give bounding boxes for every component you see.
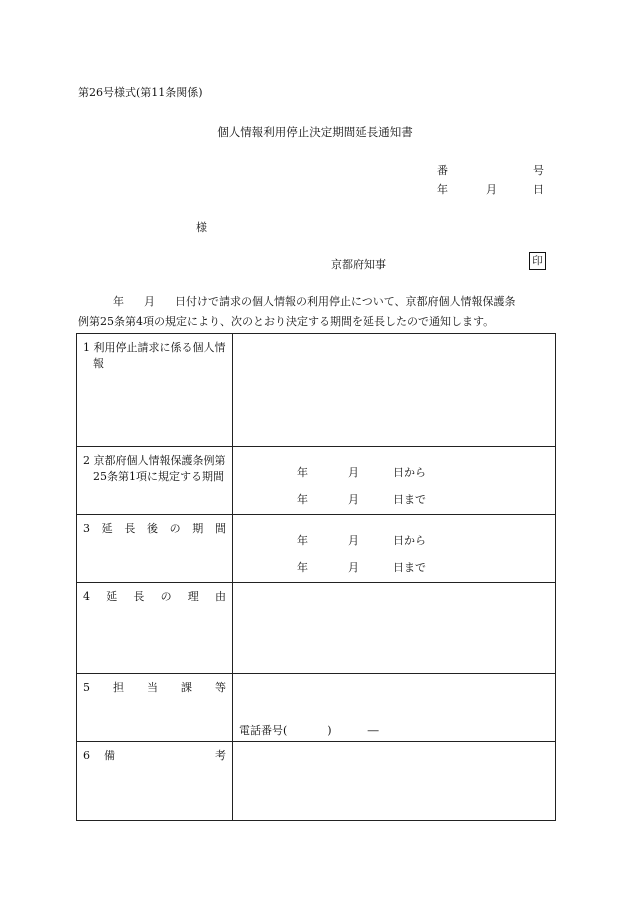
row6-char: 考 <box>215 749 226 762</box>
seal-mark: 印 <box>529 252 546 270</box>
row2-from-year: 年 <box>297 466 308 479</box>
row4-char: の <box>160 590 172 603</box>
row4-label <box>83 589 226 605</box>
document-number-label: 番 <box>437 164 448 177</box>
row2-from-month: 月 <box>348 466 359 479</box>
row4-label-cell <box>77 583 233 674</box>
table-row <box>77 674 556 742</box>
row3-char: 長 <box>124 522 136 535</box>
row6-label-cell <box>77 742 233 821</box>
row3-char: 間 <box>214 522 226 535</box>
row6-value-cell[interactable] <box>233 742 556 821</box>
issuer-name: 京都府知事 <box>331 258 386 271</box>
row5-label <box>83 680 226 696</box>
row3-value-cell[interactable] <box>233 515 556 583</box>
row3-from-day: 日から <box>393 534 426 547</box>
row2-to-month: 月 <box>348 493 359 506</box>
row4-char: 理 <box>187 590 199 603</box>
row5-label-cell <box>77 674 233 742</box>
document-number-suffix: 号 <box>533 164 544 177</box>
table-row <box>77 742 556 821</box>
row3-char: 期 <box>192 522 204 535</box>
row4-char: 由 <box>214 590 226 603</box>
row6-char: 備 <box>104 749 115 762</box>
row4-char: 延 <box>106 590 118 603</box>
row3-char: 後 <box>146 522 158 535</box>
row2-label: 2 京都府個人情報保護条例第25条第1項に規定する期間 <box>83 454 226 483</box>
intro-line1: 日付けで請求の個人情報の利用停止について、京都府個人情報保護条 <box>175 295 516 308</box>
row6-label <box>83 748 226 764</box>
addressee-honorific: 様 <box>196 221 207 234</box>
table-row <box>77 447 556 515</box>
table-row <box>77 515 556 583</box>
row3-label-cell <box>77 515 233 583</box>
row6-num: 6 <box>83 749 90 762</box>
row4-num: 4 <box>83 590 90 603</box>
row5-char: 等 <box>215 681 226 694</box>
row5-char: 課 <box>181 681 192 694</box>
row1-label: 1 利用停止請求に係る個人情報 <box>83 341 226 370</box>
row2-to-day: 日まで <box>393 493 426 506</box>
row3-from-year: 年 <box>297 534 308 547</box>
table-row <box>77 334 556 447</box>
date-month-label: 月 <box>486 183 497 196</box>
row5-char: 担 <box>113 681 124 694</box>
document-title: 個人情報利用停止決定期間延長通知書 <box>217 125 413 139</box>
form-number-label: 第26号様式(第11条関係) <box>78 86 203 99</box>
row3-num: 3 <box>83 522 90 535</box>
row2-label-cell <box>77 447 233 515</box>
date-year-label: 年 <box>437 183 448 196</box>
row5-num: 5 <box>83 681 90 694</box>
notice-table <box>76 333 556 821</box>
row3-char: の <box>169 522 181 535</box>
row2-value-cell[interactable] <box>233 447 556 515</box>
row3-to-month: 月 <box>348 561 359 574</box>
row2-to-year: 年 <box>297 493 308 506</box>
row3-to-year: 年 <box>297 561 308 574</box>
intro-paragraph <box>78 292 558 332</box>
row4-char: 長 <box>133 590 145 603</box>
intro-year: 年 <box>113 295 124 308</box>
row2-from-day: 日から <box>393 466 426 479</box>
row3-char: 延 <box>101 522 113 535</box>
phone-dash: ― <box>367 724 379 737</box>
intro-month: 月 <box>144 295 155 308</box>
table-row <box>77 583 556 674</box>
date-day-label: 日 <box>533 183 544 196</box>
row3-from-month: 月 <box>348 534 359 547</box>
phone-close: ) <box>327 724 332 737</box>
row5-value-cell[interactable] <box>233 674 556 742</box>
row5-char: 当 <box>147 681 158 694</box>
phone-number-line <box>233 674 555 738</box>
row1-value-cell[interactable] <box>233 334 556 447</box>
row1-label-cell <box>77 334 233 447</box>
row3-label <box>83 521 226 537</box>
row3-to-day: 日まで <box>393 561 426 574</box>
row4-value-cell[interactable] <box>233 583 556 674</box>
intro-line2: 例第25条第4項の規定により、次のとおり決定する期間を延長したので通知します。 <box>78 315 495 328</box>
phone-label: 電話番号( <box>239 724 288 737</box>
